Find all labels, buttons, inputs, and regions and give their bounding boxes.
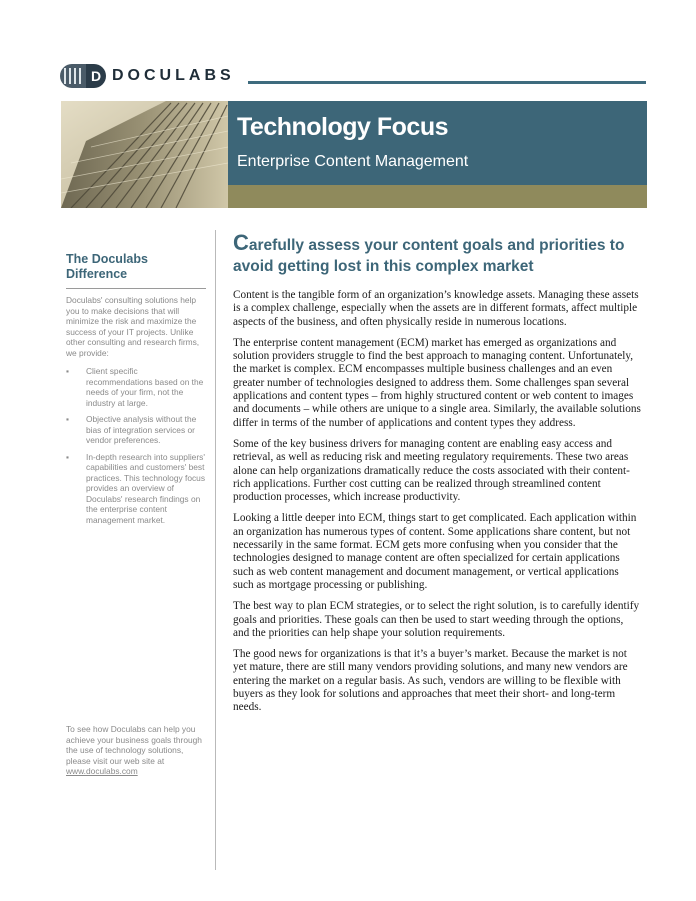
headline-text: arefully assess your content goals and priorities to avoid getting lost in this complex market [233,237,625,275]
column-divider [215,230,216,870]
banner-subtitle: Enterprise Content Management [237,153,469,170]
list-item [66,452,206,526]
skyscraper-photo [61,101,228,208]
main-headline [233,232,653,277]
list-item [66,366,206,408]
square-bullet-icon: ▪ [66,451,69,462]
sidebar-footer [66,724,206,777]
logo-stripes-icon [60,64,86,88]
article-body [233,289,641,723]
square-bullet-icon: ▪ [66,414,69,424]
square-bullet-icon: ▪ [66,366,69,376]
sidebar-rule [66,288,206,289]
paragraph: Looking a little deeper into ECM, things start to get complicated. Each application within an organization has numerous types of content. Some applications share content, but not necessarily in the same format. ECM gets more confusing when you consider that the technologies designed to manage content are often specialized for certain applications such as web content management and document management, or vertical applications such as mortgage processing or publishing. [233,512,637,591]
list-item-text: In-depth research into suppliers' capabilities and customers' best practices. This technology focus provides an overview of Doculabs' research findings on the enterprise content management market. [86,451,206,525]
list-item [66,414,206,446]
skyscraper-image [61,101,228,208]
sidebar [66,252,206,531]
paragraph: Content is the tangible form of an organization’s knowledge assets. Managing these assets is a complex challenge, especially when the assets are in different formats, affect multiple aspects of the business, and often physically reside in numerous locations. [233,289,639,328]
sidebar-intro: Doculabs' consulting solutions help you to make decisions that will minimize the risk and maximize the success of your IT projects. Unlike other consulting and research firms, we provide: [66,295,200,358]
paragraph: The enterprise content management (ECM) market has emerged as organizations and solution providers struggle to find the best approach to managing content. Unfortunately, the market is complex. ECM encompasses multiple business challenges and an even greater number of technologies designed to address them. Some challenges span several applications and content types – from highly structured content or web content to images and documents – while others are unique to a single area. Similarly, the available solutions differ in terms of the number of applications and content types they address. [233,336,641,429]
headline-initial: C [233,230,249,255]
sidebar-list [66,366,206,525]
header-rule [248,81,646,84]
banner-title: Technology Focus [237,113,448,141]
doculabs-logo [60,63,235,89]
logo-wordmark: DOCULABS [112,67,235,84]
paragraph: Some of the key business drivers for managing content are enabling easy access and retrieval, as well as reducing risk and meeting regulatory requirements. These two areas alone can help organizations dramatically reduce the costs associated with their content-rich applications. Further cost cutting can be realized through streamlined content production processes, which increase productivity. [233,437,630,504]
logo-letter: D [86,64,106,88]
list-item-text: Objective analysis without the bias of integration services or vendor preferences. [86,414,197,445]
sidebar-footer-text: To see how Doculabs can help you achieve your business goals through the use of technology solutions, please visit our web site at [66,724,202,766]
paragraph: The good news for organizations is that it’s a buyer’s market. Because the market is not yet mature, there are still many vendors providing solutions, and many new vendors are entering the market on a regular basis. As such, vendors are willing to be flexible with buyers as they look for solutions and approaches that meet their short- and long-term needs. [233,648,628,714]
website-link[interactable]: www.doculabs.com [66,766,138,776]
list-item-text: Client specific recommendations based on the needs of your firm, not the industry at large. [86,366,204,408]
sidebar-heading: The Doculabs Difference [66,252,148,281]
paragraph: The best way to plan ECM strategies, or to select the right solution, is to carefully identify goals and priorities. These goals can then be used to start weeding through the options, and the priorities can help shape your solution requirements. [233,600,640,639]
